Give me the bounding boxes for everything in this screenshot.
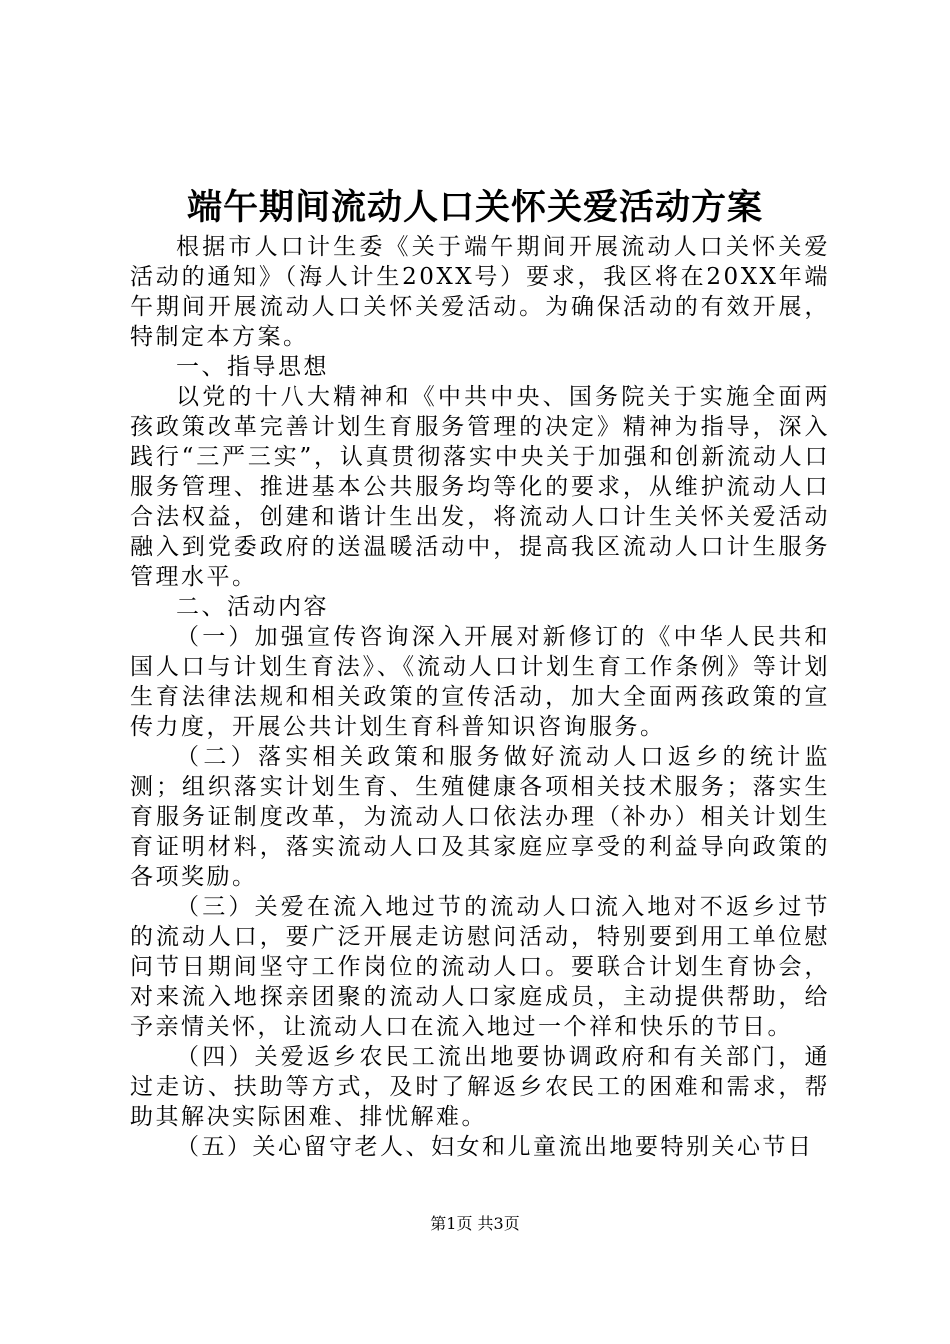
document-body [130,232,830,1162]
activity-item-2: （二）落实相关政策和服务做好流动人口返乡的统计监测；组织落实计划生育、生殖健康各项相关技术服务；落实生育服务证制度改革，为流动人口依法办理（补办）相关计划生育证明材料，落实流动人口及其家庭应享受的利益导向政策的各项奖励。 [130,744,830,890]
page-number-footer: 第1页 共3页 [430,1214,520,1233]
document-title: 端午期间流动人口关怀关爱活动方案 [186,187,763,228]
activity-item-4: （四）关爱返乡农民工流出地要协调政府和有关部门，通过走访、扶助等方式，及时了解返乡农民工的困难和需求，帮助其解决实际困难、排忧解难。 [130,1044,830,1130]
section-heading-activity-content: 二、活动内容 [176,594,329,620]
activity-item-3: （三）关爱在流入地过节的流动人口流入地对不返乡过节的流动人口，要广泛开展走访慰问活动，特别要到用工单位慰问节日期间坚守工作岗位的流动人口。要联合计划生育协会，对来流入地探亲团聚的流动人口家庭成员，主动提供帮助，给予亲情关怀，让流动人口在流入地过一个祥和快乐的节日。 [130,894,830,1040]
intro-paragraph: 根据市人口计生委《关于端午期间开展流动人口关怀关爱活动的通知》（海人计生20XX号）要求，我区将在20XX年端午期间开展流动人口关怀关爱活动。为确保活动的有效开展，特制定本方案。 [130,234,830,350]
section-heading-guiding-thought: 一、指导思想 [176,354,329,380]
activity-item-1: （一）加强宣传咨询深入开展对新修订的《中华人民共和国人口与计划生育法》、《流动人口计划生育工作条例》等计划生育法律法规和相关政策的宣传活动，加大全面两孩政策的宣传力度，开展公共计划生育科普知识咨询服务。 [130,624,830,740]
activity-item-5: （五）关心留守老人、妇女和儿童流出地要特别关心节日 [176,1134,814,1160]
guiding-thought-paragraph: 以党的十八大精神和《中共中央、国务院关于实施全面两孩政策改革完善计划生育服务管理的决定》精神为指导，深入践行“三严三实”，认真贯彻落实中央关于加强和创新流动人口服务管理、推进基本公共服务均等化的要求，从维护流动人口合法权益，创建和谐计生出发，将流动人口计生关怀关爱活动融入到党委政府的送温暖活动中，提高我区流动人口计生服务管理水平。 [130,384,830,590]
